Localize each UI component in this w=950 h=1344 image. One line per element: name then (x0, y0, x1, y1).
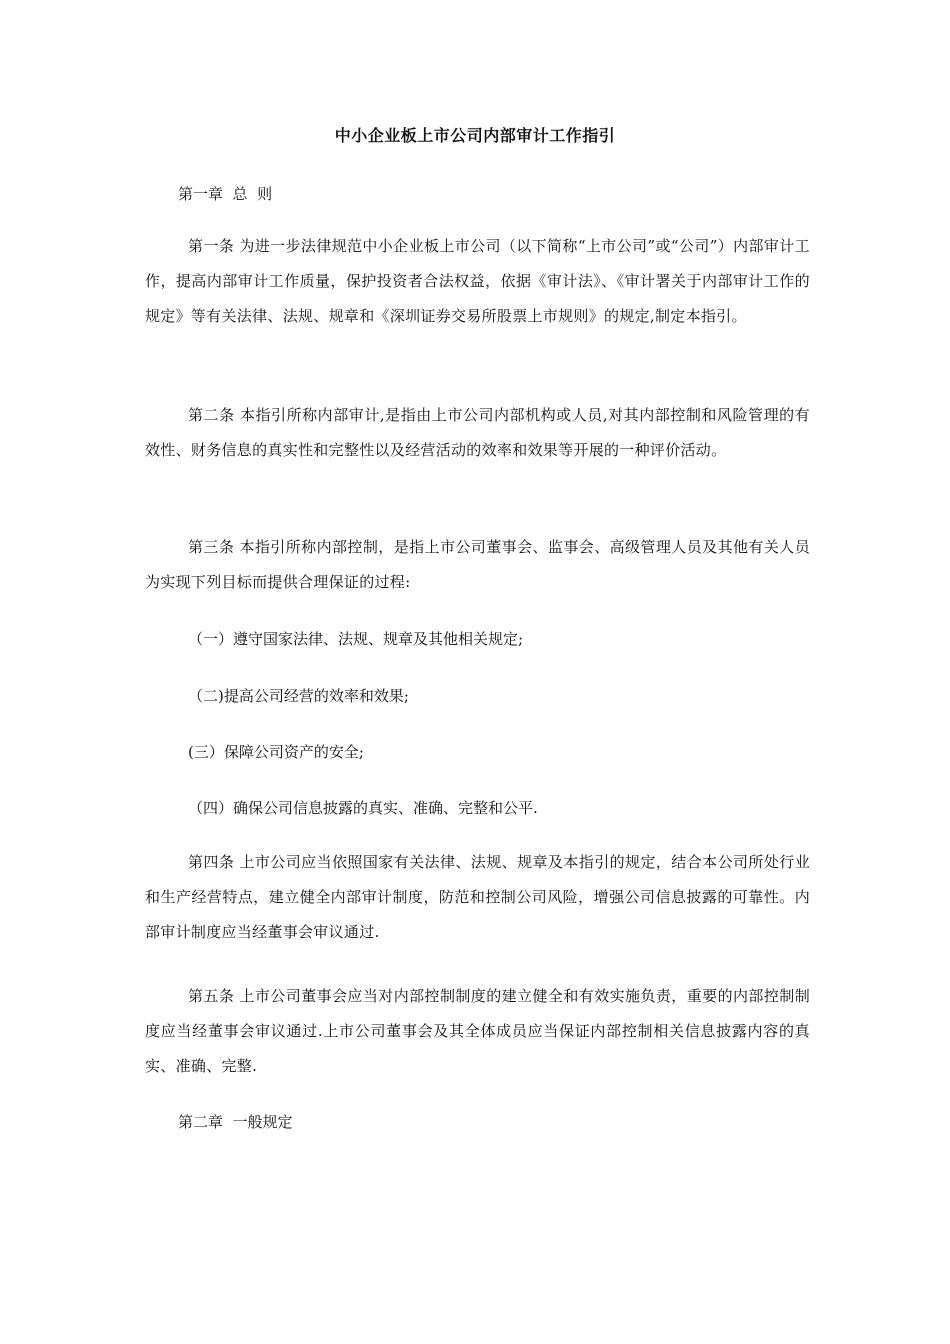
list-item-1: （一）遵守国家法律、法规、规章及其他相关规定; (188, 630, 524, 648)
chapter-heading-1: 第一章 总 则 (178, 185, 273, 203)
article-1: 第一条 为进一步法律规范中小企业板上市公司（以下简称“上市公司”或“公司”）内部审计工作，提高内部审计工作质量，保护投资者合法权益，依据《审计法》、《审计署关于内部审计工作的规定》等有关法律、法规、规章和《深圳证券交易所股票上市规则》的规定,制定本指引。 (145, 237, 810, 325)
article-2: 第二条 本指引所称内部审计,是指由上市公司内部机构或人员,对其内部控制和风险管理的有效性、财务信息的真实性和完整性以及经营活动的效率和效果等开展的一种评价活动。 (145, 406, 810, 459)
article-4: 第四条 上市公司应当依照国家有关法律、法规、规章及本指引的规定，结合本公司所处行业和生产经营特点，建立健全内部审计制度，防范和控制公司风险，增强公司信息披露的可靠性。内部审计制度应当经董事会审议通过. (145, 853, 810, 941)
article-5: 第五条 上市公司董事会应当对内部控制制度的建立健全和有效实施负责，重要的内部控制制度应当经董事会审议通过.上市公司董事会及其全体成员应当保证内部控制相关信息披露内容的真实、准确、完整. (145, 987, 810, 1075)
list-item-2: （二)提高公司经营的效率和效果; (188, 687, 409, 705)
chapter-heading-2: 第二章 一般规定 (178, 1113, 293, 1131)
article-3: 第三条 本指引所称内部控制，是指上市公司董事会、监事会、高级管理人员及其他有关人员为实现下列目标而提供合理保证的过程: (145, 538, 810, 591)
list-item-4: （四）确保公司信息披露的真实、准确、完整和公平. (188, 799, 538, 817)
list-item-3: (三）保障公司资产的安全; (188, 743, 364, 761)
document-title: 中小企业板上市公司内部审计工作指引 (334, 126, 616, 145)
